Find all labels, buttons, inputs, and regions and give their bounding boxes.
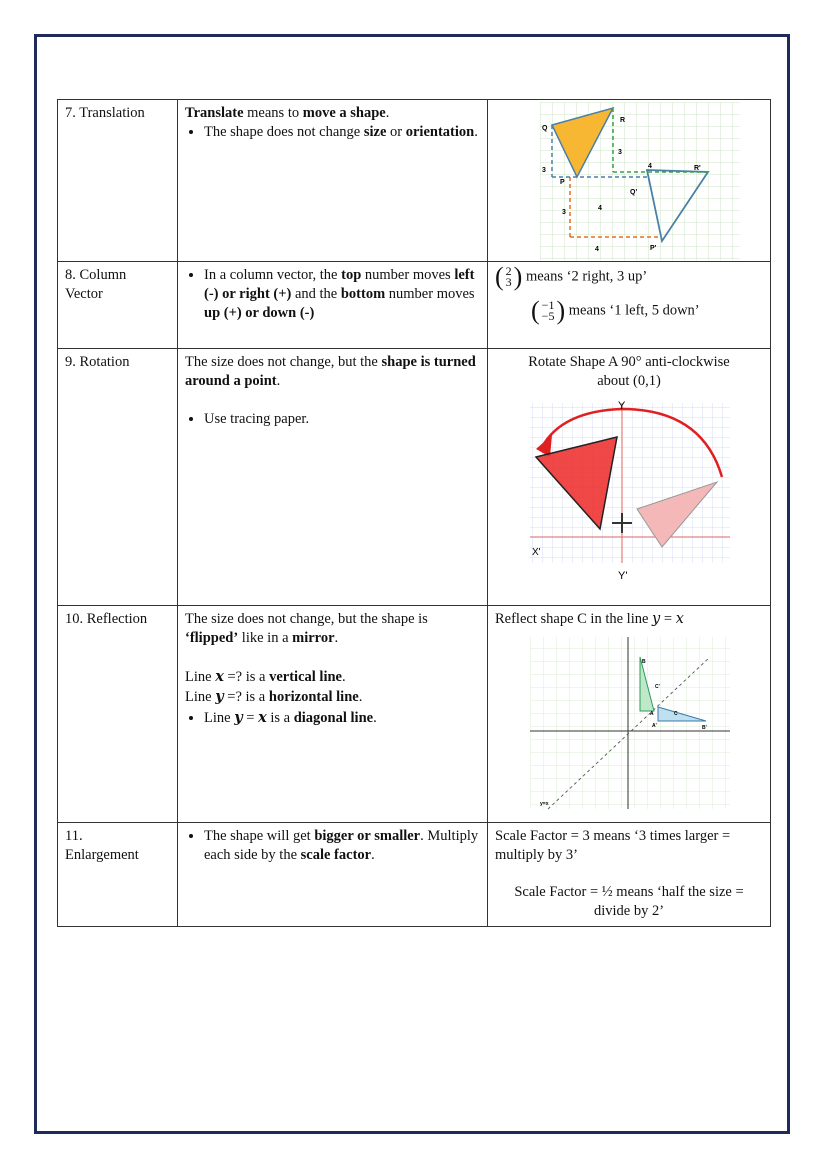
term-left-right: left (-) or right (+) (204, 267, 475, 303)
text: number moves (385, 286, 475, 303)
term-diagonal: diagonal line (293, 709, 374, 726)
term-horizontal: horizontal line (268, 689, 359, 706)
row-column-vector (58, 262, 771, 349)
text: number moves (361, 267, 455, 283)
knowledge-table (57, 99, 771, 927)
example-cell (488, 606, 771, 823)
term-scale-factor: scale factor (300, 847, 372, 864)
topic-cell (58, 349, 178, 606)
label-3: 3 (562, 209, 566, 216)
math-y: y (234, 708, 243, 726)
example-text: about (0,1) (597, 373, 661, 390)
label-3: 3 (542, 167, 546, 174)
topic-label: Vector (65, 286, 103, 303)
topic-cell (58, 823, 178, 927)
text: . (341, 669, 346, 686)
label-p-prime: P' (650, 245, 657, 252)
label-4: 4 (648, 163, 652, 170)
label-p: P (560, 179, 565, 186)
svg-text:A: A (650, 711, 654, 718)
text: Line (204, 709, 235, 726)
text: . Multiply each side by the (204, 828, 479, 864)
text: like in a (238, 630, 293, 647)
text: Reflect shape C in the line (495, 611, 653, 627)
text: and the (291, 286, 341, 303)
svg-text:y=x: y=x (540, 801, 549, 808)
example-cell (488, 100, 771, 262)
rotation-diagram (522, 397, 732, 583)
svg-text:B: B (642, 659, 646, 666)
bullet-item (204, 123, 480, 142)
text: Line (185, 689, 216, 706)
text: The size does not change, but the shape is (185, 611, 428, 627)
vector-example-2: ( −1 −5) means ‘1 left, 5 down’ (531, 296, 700, 325)
term-top: top (341, 267, 362, 283)
text: . (334, 630, 339, 647)
vector-example-1: ( 2 3) means ‘2 right, 3 up’ (495, 262, 648, 291)
term-up-down: up (+) or down (-) (204, 305, 315, 322)
svg-text:C: C (674, 711, 678, 718)
example-cell (488, 823, 771, 927)
example-cell (488, 349, 771, 606)
bullet-item (204, 708, 480, 728)
description-cell (178, 100, 488, 262)
text: The shape will get (204, 828, 315, 844)
topic-label: 9. Rotation (65, 354, 130, 370)
term-size: size (363, 124, 387, 141)
text: is a (266, 709, 294, 726)
text: =? is a (223, 689, 269, 706)
math-y: y (215, 688, 224, 706)
term-translate: Translate (185, 105, 244, 121)
example-text: Rotate Shape A 90° anti-clockwise (528, 354, 730, 370)
term-turned: shape is turned around a point (185, 354, 476, 390)
vector-meaning: means ‘1 left, 5 down’ (565, 302, 700, 319)
text: . (385, 105, 390, 121)
translation-diagram (540, 102, 740, 260)
term-orientation: orientation (405, 124, 475, 141)
term-bigger-smaller: bigger or smaller (314, 828, 421, 844)
term-move: move a shape (302, 105, 386, 121)
description-cell (178, 262, 488, 349)
topic-cell (58, 606, 178, 823)
text: means to (243, 105, 303, 121)
line-vertical (185, 667, 480, 687)
text: Line (185, 669, 216, 686)
text: = (242, 709, 259, 726)
text: . (373, 709, 377, 726)
svg-text:A': A' (652, 723, 657, 730)
text: . (371, 847, 375, 864)
math-y: y (652, 611, 661, 627)
topic-label: 10. Reflection (65, 611, 148, 627)
text: . (474, 124, 478, 141)
axis-y-label: Y (618, 400, 626, 413)
svg-text:C': C' (655, 684, 660, 691)
reflection-diagram (530, 635, 730, 813)
text: or (386, 124, 406, 141)
vector-meaning: means ‘2 right, 3 up’ (522, 268, 648, 285)
svg-text:B': B' (702, 725, 707, 732)
math-x: x (258, 708, 267, 726)
row-enlargement (58, 823, 771, 927)
scale-factor-example: Scale Factor = ½ means ‘half the size = divide by 2’ (514, 884, 744, 920)
row-reflection (58, 606, 771, 823)
label-q: Q (542, 125, 548, 132)
description-cell (178, 606, 488, 823)
topic-label: 7. Translation (65, 105, 145, 121)
line-horizontal (185, 687, 480, 707)
example-cell (488, 262, 771, 349)
topic-label: 8. Column (65, 267, 127, 283)
example-text (495, 610, 766, 629)
math-x: x (675, 611, 684, 627)
text: =? is a (223, 669, 270, 686)
term-vertical: vertical line (269, 669, 342, 686)
text: The shape does not change (204, 124, 364, 141)
row-translation (58, 100, 771, 262)
label-r: R (620, 117, 626, 124)
topic-cell (58, 100, 178, 262)
description-cell (178, 349, 488, 606)
row-rotation (58, 349, 771, 606)
topic-label: Enlargement (65, 847, 139, 864)
text: . (276, 373, 281, 390)
topic-cell (58, 262, 178, 349)
vector-bottom: −5 (541, 309, 555, 323)
vector-top: −1 (541, 298, 555, 312)
term-bottom: bottom (340, 286, 386, 303)
text: In a column vector, the (204, 267, 342, 283)
label-q-prime: Q' (630, 189, 638, 196)
label-4: 4 (595, 246, 599, 253)
label-4: 4 (598, 205, 602, 212)
term-flipped: ‘flipped’ (185, 630, 239, 647)
text: . (358, 689, 363, 706)
math-x: x (215, 668, 224, 686)
bullet-item (204, 827, 480, 865)
vector-bottom: 3 (505, 275, 512, 289)
bullet-item: • Use tracing paper. (204, 410, 480, 429)
axis-x-label: X' (532, 547, 541, 559)
scale-factor-example: Scale Factor = 3 means ‘3 times larger = multiply by 3’ (495, 828, 731, 864)
term-mirror: mirror (292, 630, 335, 647)
text: The size does not change, but the (185, 354, 382, 370)
label-r-prime: R' (694, 165, 701, 172)
axis-y2-label: Y' (618, 570, 628, 583)
vector-top: 2 (505, 264, 512, 278)
label-3: 3 (618, 149, 622, 156)
text: = (660, 611, 676, 627)
description-cell (178, 823, 488, 927)
topic-label: 11. (65, 828, 83, 844)
bullet-item (204, 266, 480, 323)
